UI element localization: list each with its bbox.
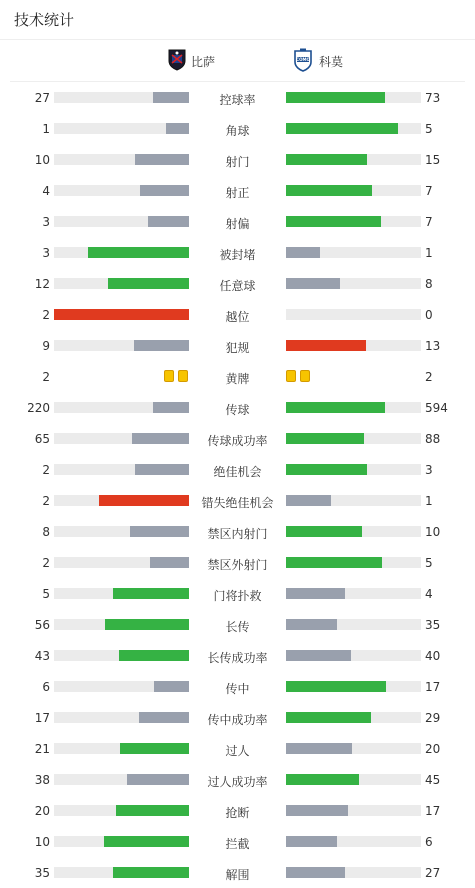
pisa-crest-icon (168, 49, 186, 71)
home-stat-bar (54, 712, 189, 723)
away-team-name: 科莫 (319, 55, 344, 69)
away-stat-bar-fill (286, 340, 366, 351)
away-stat-value: 2 (425, 370, 433, 384)
stat-row (0, 578, 475, 609)
away-stat-value: 17 (425, 804, 441, 818)
home-stat-bar-fill (135, 154, 189, 165)
home-stat-bar (54, 681, 189, 692)
stat-row (0, 237, 475, 268)
home-stat-bar-fill (135, 464, 189, 475)
away-stat-bar (286, 247, 421, 258)
stat-label: 控球率 (219, 93, 256, 107)
away-stat-bar-fill (286, 619, 337, 630)
stat-row (0, 733, 475, 764)
stat-label: 黄牌 (225, 372, 250, 386)
home-stat-bar-fill (140, 185, 189, 196)
away-stat-bar (286, 433, 421, 444)
home-stat-bar (54, 743, 189, 754)
home-stat-bar (54, 464, 189, 475)
stat-label: 犯规 (225, 341, 250, 355)
home-stat-value: 38 (34, 773, 50, 787)
away-stat-bar (286, 712, 421, 723)
away-stat-bar (286, 805, 421, 816)
home-stat-bar (54, 650, 189, 661)
away-stat-bar (286, 836, 421, 847)
home-stat-value: 21 (34, 742, 50, 756)
home-stat-bar (54, 867, 189, 878)
stat-row (0, 392, 475, 423)
stat-label: 传中成功率 (207, 713, 268, 727)
away-stat-bar-fill (286, 123, 398, 134)
home-stat-bar-fill (148, 216, 189, 227)
stat-row (0, 206, 475, 237)
home-stat-value: 43 (34, 649, 50, 663)
away-stat-value: 1 (425, 246, 433, 260)
home-stat-bar (54, 588, 189, 599)
away-stat-value: 73 (425, 91, 441, 105)
home-stat-bar-fill (113, 588, 189, 599)
home-stat-bar-fill (105, 619, 189, 630)
stat-row (0, 485, 475, 516)
home-stat-bar (54, 495, 189, 506)
home-stat-value: 6 (42, 680, 50, 694)
away-stat-value: 29 (425, 711, 441, 725)
away-stat-bar (286, 495, 421, 506)
away-stat-bar-fill (286, 836, 337, 847)
stats-list (0, 82, 475, 888)
stat-row (0, 144, 475, 175)
stat-row (0, 82, 475, 113)
away-stat-value: 10 (425, 525, 441, 539)
away-stat-value: 40 (425, 649, 441, 663)
home-stat-value: 56 (34, 618, 50, 632)
stat-label: 传球 (225, 403, 250, 417)
home-stat-bar (54, 123, 189, 134)
away-stat-bar (286, 216, 421, 227)
home-stat-bar (54, 92, 189, 103)
page-title: 技术统计 (0, 0, 475, 40)
away-stat-bar (286, 774, 421, 785)
home-stat-value: 17 (34, 711, 50, 725)
home-stat-bar-fill (134, 340, 189, 351)
away-stat-bar-fill (286, 92, 385, 103)
yellow-card-icon (164, 370, 174, 382)
away-stat-bar (286, 681, 421, 692)
away-stat-value: 27 (425, 866, 441, 880)
home-stat-value: 5 (42, 587, 50, 601)
stat-row (0, 113, 475, 144)
home-stat-bar (54, 526, 189, 537)
home-stat-bar (54, 309, 189, 320)
stat-label: 传中 (225, 682, 250, 696)
stat-row (0, 516, 475, 547)
away-stat-bar (286, 340, 421, 351)
away-stat-value: 88 (425, 432, 441, 446)
away-stat-bar-fill (286, 464, 367, 475)
home-stat-value: 3 (42, 215, 50, 229)
home-stat-bar-fill (132, 433, 189, 444)
away-stat-bar (286, 154, 421, 165)
home-stat-bar-fill (153, 92, 189, 103)
home-stat-bar (54, 185, 189, 196)
away-stat-bar (286, 743, 421, 754)
stat-label: 射偏 (225, 217, 250, 231)
stat-row (0, 857, 475, 888)
away-stat-bar (286, 123, 421, 134)
home-stat-bar-fill (104, 836, 189, 847)
home-team-name: 比萨 (190, 55, 215, 69)
home-stat-bar-fill (153, 402, 189, 413)
home-stat-bar-fill (130, 526, 189, 537)
away-stat-value: 6 (425, 835, 433, 849)
stat-label: 过人成功率 (207, 775, 268, 789)
away-stat-bar (286, 526, 421, 537)
stat-label: 禁区内射门 (207, 527, 268, 541)
stat-label: 长传 (225, 620, 250, 634)
stat-label: 过人 (225, 744, 250, 758)
stat-row (0, 361, 475, 392)
away-stat-bar-fill (286, 867, 345, 878)
away-stat-bar-fill (286, 526, 362, 537)
away-stat-bar (286, 402, 421, 413)
away-stat-bar-fill (286, 495, 331, 506)
home-stat-bar-fill (166, 123, 189, 134)
stat-label: 任意球 (219, 279, 256, 293)
stat-row (0, 702, 475, 733)
stat-row (0, 764, 475, 795)
stat-row (0, 826, 475, 857)
stat-row (0, 454, 475, 485)
stat-label: 角球 (225, 124, 250, 138)
home-stat-value: 65 (34, 432, 50, 446)
stat-label: 抢断 (225, 806, 250, 820)
away-stat-value: 5 (425, 556, 433, 570)
home-stat-bar-fill (99, 495, 189, 506)
stat-label: 射正 (225, 186, 250, 200)
home-stat-bar-fill (119, 650, 189, 661)
stat-label: 射门 (225, 155, 250, 169)
home-stat-value: 2 (42, 308, 50, 322)
stat-row (0, 795, 475, 826)
away-stat-value: 1 (425, 494, 433, 508)
stat-row (0, 423, 475, 454)
home-stat-value: 2 (42, 463, 50, 477)
away-stat-value: 5 (425, 122, 433, 136)
away-stat-bar-fill (286, 743, 352, 754)
away-stat-bar (286, 588, 421, 599)
away-stat-bar (286, 867, 421, 878)
stat-row (0, 640, 475, 671)
home-stat-value: 20 (34, 804, 50, 818)
yellow-card-icon (286, 370, 296, 382)
home-stat-bar-fill (150, 557, 189, 568)
away-stat-bar (286, 650, 421, 661)
home-stat-bar (54, 340, 189, 351)
away-stat-bar-fill (286, 650, 351, 661)
away-stat-value: 3 (425, 463, 433, 477)
home-stat-value: 1 (42, 122, 50, 136)
away-stat-value: 17 (425, 680, 441, 694)
yellow-card-icon (300, 370, 310, 382)
stat-row (0, 547, 475, 578)
home-stat-value: 4 (42, 184, 50, 198)
away-stat-bar-fill (286, 185, 372, 196)
home-stat-value: 2 (42, 494, 50, 508)
away-stat-bar-fill (286, 216, 381, 227)
home-stat-value: 10 (34, 153, 50, 167)
home-stat-bar (54, 154, 189, 165)
home-stat-bar-fill (54, 309, 189, 320)
away-yellow-cards (286, 370, 310, 383)
stat-label: 禁区外射门 (207, 558, 268, 572)
away-stat-value: 13 (425, 339, 441, 353)
team-header (10, 40, 465, 82)
away-stat-bar-fill (286, 278, 340, 289)
home-stat-bar (54, 402, 189, 413)
home-stat-value: 10 (34, 835, 50, 849)
away-stat-bar (286, 278, 421, 289)
away-stat-bar-fill (286, 805, 348, 816)
yellow-card-icon (178, 370, 188, 382)
away-stat-bar (286, 185, 421, 196)
stat-label: 长传成功率 (207, 651, 268, 665)
home-stat-bar-fill (139, 712, 189, 723)
stat-label: 解围 (225, 868, 250, 882)
away-stat-value: 4 (425, 587, 433, 601)
away-stat-bar-fill (286, 681, 386, 692)
home-stat-value: 2 (42, 370, 50, 384)
stat-label: 错失绝佳机会 (201, 496, 274, 510)
stat-label: 被封堵 (219, 248, 256, 262)
away-stat-value: 15 (425, 153, 441, 167)
away-stat-value: 594 (425, 401, 448, 415)
home-stat-bar (54, 278, 189, 289)
away-stat-bar-fill (286, 712, 371, 723)
svg-text:COMO: COMO (296, 57, 310, 62)
stat-label: 传球成功率 (207, 434, 268, 448)
away-stat-bar (286, 309, 421, 320)
home-stat-bar (54, 216, 189, 227)
home-stat-value: 2 (42, 556, 50, 570)
away-stat-value: 7 (425, 215, 433, 229)
home-stat-bar (54, 805, 189, 816)
away-stat-bar-fill (286, 433, 364, 444)
home-stat-bar-fill (108, 278, 189, 289)
away-stat-bar-fill (286, 774, 359, 785)
home-stat-bar (54, 433, 189, 444)
away-stat-bar-fill (286, 557, 382, 568)
away-stat-bar (286, 619, 421, 630)
home-stat-bar (54, 557, 189, 568)
stat-row (0, 330, 475, 361)
home-stat-bar (54, 836, 189, 847)
away-stat-value: 7 (425, 184, 433, 198)
away-stat-bar (286, 464, 421, 475)
home-yellow-cards (164, 370, 188, 383)
stat-label: 门将扑救 (213, 589, 262, 603)
away-stat-value: 8 (425, 277, 433, 291)
away-stat-bar-fill (286, 588, 345, 599)
away-stat-value: 35 (425, 618, 441, 632)
away-stat-bar (286, 92, 421, 103)
away-stat-bar-fill (286, 154, 367, 165)
home-stat-value: 35 (34, 866, 50, 880)
away-stat-value: 0 (425, 308, 433, 322)
stat-row (0, 175, 475, 206)
stat-row (0, 299, 475, 330)
home-stat-value: 12 (34, 277, 50, 291)
away-stat-value: 20 (425, 742, 441, 756)
home-stat-bar-fill (154, 681, 189, 692)
home-stat-bar (54, 774, 189, 785)
home-stat-bar-fill (116, 805, 189, 816)
home-stat-value: 3 (42, 246, 50, 260)
stat-row (0, 609, 475, 640)
home-stat-value: 9 (42, 339, 50, 353)
home-stat-bar (54, 619, 189, 630)
como-crest-icon (292, 48, 314, 72)
home-stat-bar (54, 247, 189, 258)
away-stat-bar-fill (286, 402, 385, 413)
home-stat-value: 220 (27, 401, 50, 415)
home-stat-value: 8 (42, 525, 50, 539)
away-stat-value: 45 (425, 773, 441, 787)
home-stat-bar-fill (127, 774, 189, 785)
home-stat-bar-fill (113, 867, 189, 878)
away-stat-bar-fill (286, 247, 320, 258)
away-stat-bar (286, 557, 421, 568)
home-stat-bar-fill (120, 743, 189, 754)
home-stat-value: 27 (34, 91, 50, 105)
stat-label: 绝佳机会 (213, 465, 262, 479)
stat-label: 拦截 (225, 837, 250, 851)
stat-row (0, 268, 475, 299)
stat-label: 越位 (225, 310, 250, 324)
stat-row (0, 671, 475, 702)
home-stat-bar-fill (88, 247, 189, 258)
